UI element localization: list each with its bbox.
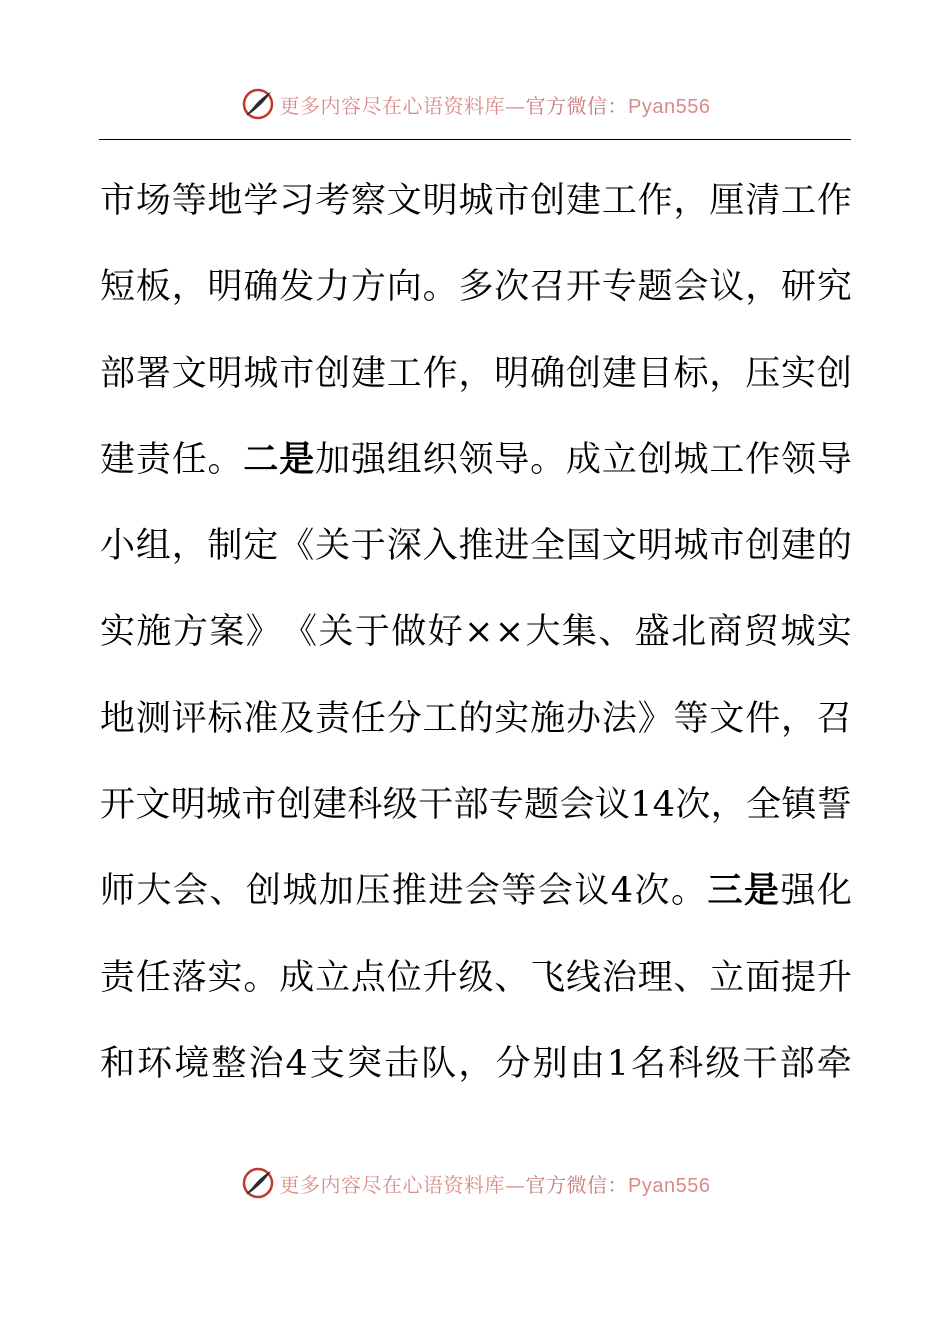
body-line: 地 测 评 标 准 及 责 任 分 工 的 实 施 办 法 》 等 文 件 ， 召 <box>100 698 852 739</box>
banner-dash: — <box>505 93 526 118</box>
body-line: 责 任 落 实 。 成 立 点 位 升 级 、 飞 线 治 理 、 立 面 提 升 <box>100 957 852 998</box>
banner-wechat-label: 官方微信： <box>525 93 629 118</box>
footer-banner <box>0 1163 950 1203</box>
body-line: 部 署 文 明 城 市 创 建 工 作 ， 明 确 创 建 目 标 ， 压 实 创 <box>100 353 852 394</box>
document-body <box>100 158 852 1107</box>
banner-wechat-id: Pyan556 <box>628 95 711 118</box>
banner-text <box>280 1169 711 1198</box>
quill-pen-logo-icon <box>240 86 276 122</box>
body-line: 建 责 任 。 二 是 加 强 组 织 领 导 。 成 立 创 城 工 作 领 导 <box>100 438 852 480</box>
header-banner <box>0 84 950 124</box>
banner-site-text: 更多内容尽在心语资料库 <box>279 1172 506 1197</box>
banner-site-text: 更多内容尽在心语资料库 <box>279 93 506 118</box>
body-line: 市 场 等 地 学 习 考 察 文 明 城 市 创 建 工 作 ， 厘 清 工 作 <box>100 181 852 221</box>
banner-wechat-label: 官方微信： <box>525 1172 629 1197</box>
body-line: 师 大 会 、 创 城 加 压 推 进 会 等 会 议 4 次 。 三 是 强 化 <box>100 870 852 912</box>
banner-text <box>280 90 711 119</box>
body-line: 短 板 ， 明 确 发 力 方 向 。 多 次 召 开 专 题 会 议 ， 研 究 <box>100 267 852 308</box>
quill-pen-logo-icon <box>240 1165 276 1201</box>
body-line: 开 文 明 城 市 创 建 科 级 干 部 专 题 会 议 1 4 次 ， 全 镇 誓 <box>100 785 852 826</box>
header-divider <box>99 139 851 140</box>
banner-wechat-id: Pyan556 <box>628 1174 711 1197</box>
banner-dash: — <box>505 1172 526 1197</box>
body-line: 小 组 ， 制 定 《 关 于 深 入 推 进 全 国 文 明 城 市 创 建 的 <box>100 526 852 567</box>
body-line: 实 施 方 案 》 《 关 于 做 好 × × 大 集 、 盛 北 商 贸 城 实 <box>100 612 852 653</box>
body-line: 和 环 境 整 治 4 支 突 击 队 ， 分 别 由 1 名 科 级 干 部 牵 <box>100 1043 852 1084</box>
